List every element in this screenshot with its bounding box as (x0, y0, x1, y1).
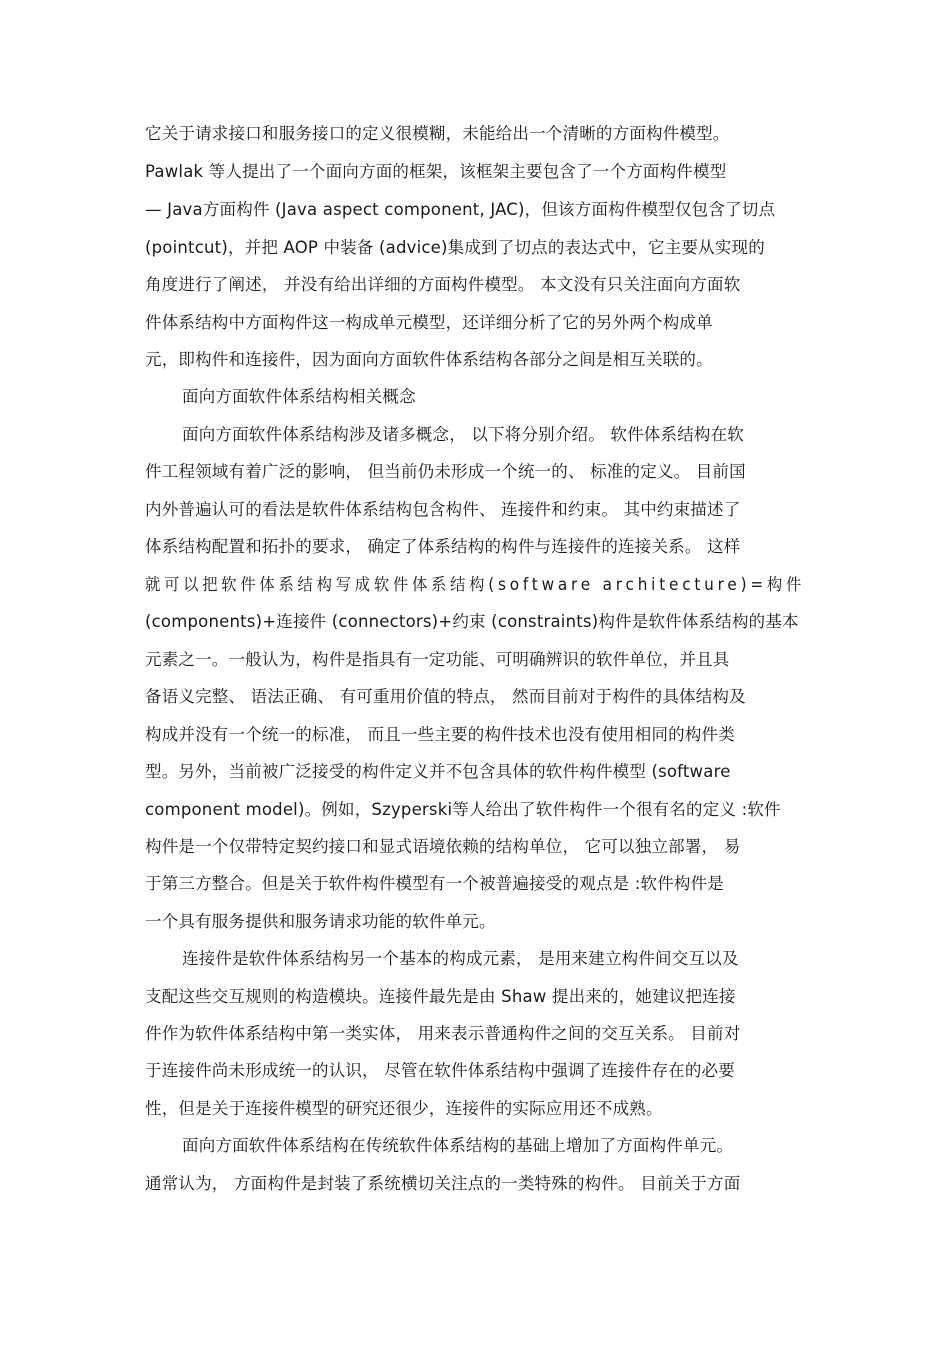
text-line: 构件是一个仅带特定契约接口和显式语境依赖的结构单位， 它可以独立部署， 易 (145, 837, 741, 856)
text-line: (components)+连接件 (connectors)+约束 (constraints)构件是软件体系结构的基本 (145, 612, 799, 631)
text-line: 备语义完整、 语法正确、 有可重用价值的特点， 然而目前对于构件的具体结构及 (145, 687, 746, 706)
text-line: 它关于请求接口和服务接口的定义很模糊，未能给出一个清晰的方面构件模型。 (145, 124, 730, 143)
text-line: 件体系结构中方面构件这一构成单元模型，还详细分析了它的另外两个构成单 (145, 313, 713, 332)
text-line: 件作为软件体系结构中第一类实体， 用来表示普通构件之间的交互关系。 目前对 (145, 1024, 741, 1043)
text-line: 面向方面软件体系结构涉及诸多概念， 以下将分别介绍。 软件体系结构在软 (182, 425, 744, 444)
text-line: 件工程领域有着广泛的影响， 但当前仍未形成一个统一的、 标准的定义。 目前国 (145, 462, 746, 481)
text-line: 于连接件尚未形成统一的认识， 尽管在软件体系结构中强调了连接件存在的必要 (145, 1061, 735, 1080)
text-line: Pawlak 等人提出了一个面向方面的框架，该框架主要包含了一个方面构件模型 (145, 162, 727, 181)
text-line: 性，但是关于连接件模型的研究还很少，连接件的实际应用还不成熟。 (145, 1099, 663, 1118)
text-line: 面向方面软件体系结构在传统软件体系结构的基础上增加了方面构件单元。 (182, 1136, 734, 1155)
text-line: 构成并没有一个统一的标准， 而且一些主要的构件技术也没有使用相同的构件类 (145, 725, 735, 744)
text-line: 通常认为， 方面构件是封装了系统横切关注点的一类特殊的构件。 目前关于方面 (145, 1174, 741, 1193)
text-line: 支配这些交互规则的构造模块。连接件最先是由 Shaw 提出来的，她建议把连接 (145, 987, 736, 1006)
text-line: component model)。例如，Szyperski等人给出了软件构件一个很有名的定义 :软件 (145, 800, 781, 819)
text-line: 元，即构件和连接件，因为面向方面软件体系结构各部分之间是相互关联的。 (145, 350, 713, 369)
text-line: 型。另外，当前被广泛接受的构件定义并不包含具体的软件构件模型 (software (145, 762, 731, 781)
text-line: — Java方面构件 (Java aspect component, JAC)，但该方面构件模型仅包含了切点 (145, 200, 776, 219)
text-line: 元素之一。一般认为，构件是指具有一定功能、可明确辨识的软件单位，并且具 (145, 650, 730, 669)
text-line: 于第三方整合。但是关于软件构件模型有一个被普遍接受的观点是 :软件构件是 (145, 874, 725, 893)
section-heading: 面向方面软件体系结构相关概念 (182, 387, 416, 406)
text-line: 体系结构配置和拓扑的要求， 确定了体系结构的构件与连接件的连接关系。 这样 (145, 537, 741, 556)
text-line: 一个具有服务提供和服务请求功能的软件单元。 (145, 912, 496, 931)
text-line: 就可以把软件体系结构写成软件体系结构(software architecture)=构件 (145, 575, 806, 594)
text-line: 内外普遍认可的看法是软件体系结构包含构件、 连接件和约束。 其中约束描述了 (145, 500, 741, 519)
text-line: 连接件是软件体系结构另一个基本的构成元素， 是用来建立构件间交互以及 (182, 949, 739, 968)
text-line: (pointcut)，并把 AOP 中装备 (advice)集成到了切点的表达式中，它主要从实现的 (145, 238, 765, 257)
text-line: 角度进行了阐述， 并没有给出详细的方面构件模型。 本文没有只关注面向方面软 (145, 275, 741, 294)
